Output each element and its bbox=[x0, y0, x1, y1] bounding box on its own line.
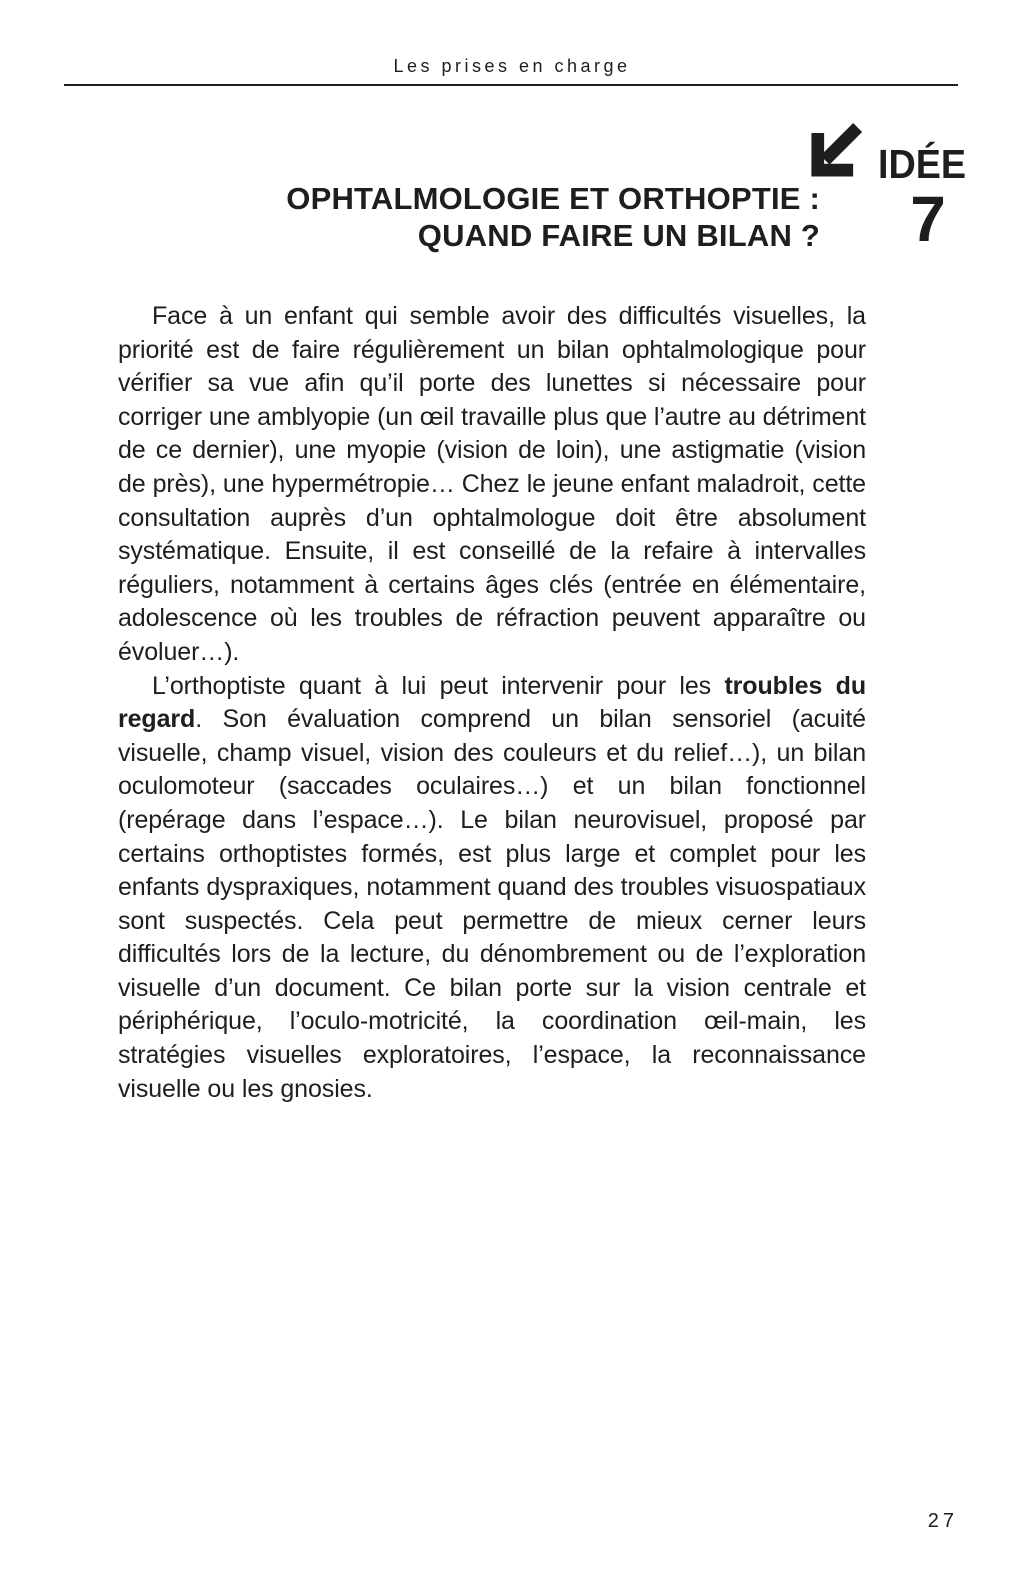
idea-badge-label: IDÉE bbox=[878, 141, 967, 187]
paragraph-2-pre: L’orthoptiste quant à lui peut intervenir pour les bbox=[152, 671, 725, 700]
running-head: Les prises en charge bbox=[393, 56, 631, 76]
chapter-title bbox=[286, 180, 820, 254]
chapter-title-line2: QUAND FAIRE UN BILAN ? bbox=[417, 218, 820, 253]
paragraph-2 bbox=[118, 670, 866, 1107]
page-number: 27 bbox=[927, 1510, 958, 1532]
body-text bbox=[118, 300, 866, 1106]
idea-badge-number: 7 bbox=[910, 183, 946, 255]
paragraph-2-post: . Son évaluation comprend un bilan sensoriel (acuité visuelle, champ visuel, vision des couleurs et du relief…), un bilan oculomoteur (saccades oculaires…) et un bilan fonctionnel (repérage dans l’espace…). Le bilan neurovisuel, proposé par certains orthoptistes formés, est plus large et complet pour les enfants dyspraxiques, notamment quand des troubles visuospatiaux sont suspectés. Cela peut permettre de mieux cerner leurs difficultés lors de la lecture, du dénombrement ou de l’exploration visuelle d’un document. Ce bilan porte sur la vision centrale et périphérique, l’oculo-motricité, la coordination œil-main, les stratégies visuelles exploratoires, l’espace, la reconnaissance visuelle ou les gnosies. bbox=[118, 705, 866, 1103]
chapter-title-line1: OPHTALMOLOGIE ET ORTHOPTIE : bbox=[286, 181, 820, 216]
paragraph-2-bold: troubles du regard bbox=[118, 671, 866, 734]
paragraph-1: Face à un enfant qui semble avoir des difficultés visuelles, la priorité est de faire régulièrement un bilan ophtalmologique pour vérifier sa vue afin qu’il porte des lunettes si nécessaire pour corriger une amblyopie (un œil travaille plus que l’autre au détriment de ce dernier), une myopie (vision de loin), une astigmatie (vision de près), une hypermétropie… Chez le jeune enfant maladroit, cette consultation auprès d’un ophtalmologue doit être absolument systématique. Ensuite, il est conseillé de la refaire à intervalles réguliers, notamment à certains âges clés (entrée en élémentaire, adolescence où les troubles de réfraction peuvent apparaître ou évoluer…). bbox=[118, 302, 866, 666]
idea-badge-row bbox=[806, 120, 980, 185]
header-rule bbox=[64, 84, 958, 86]
idea-badge bbox=[806, 120, 980, 255]
arrow-down-left-icon bbox=[806, 120, 864, 184]
